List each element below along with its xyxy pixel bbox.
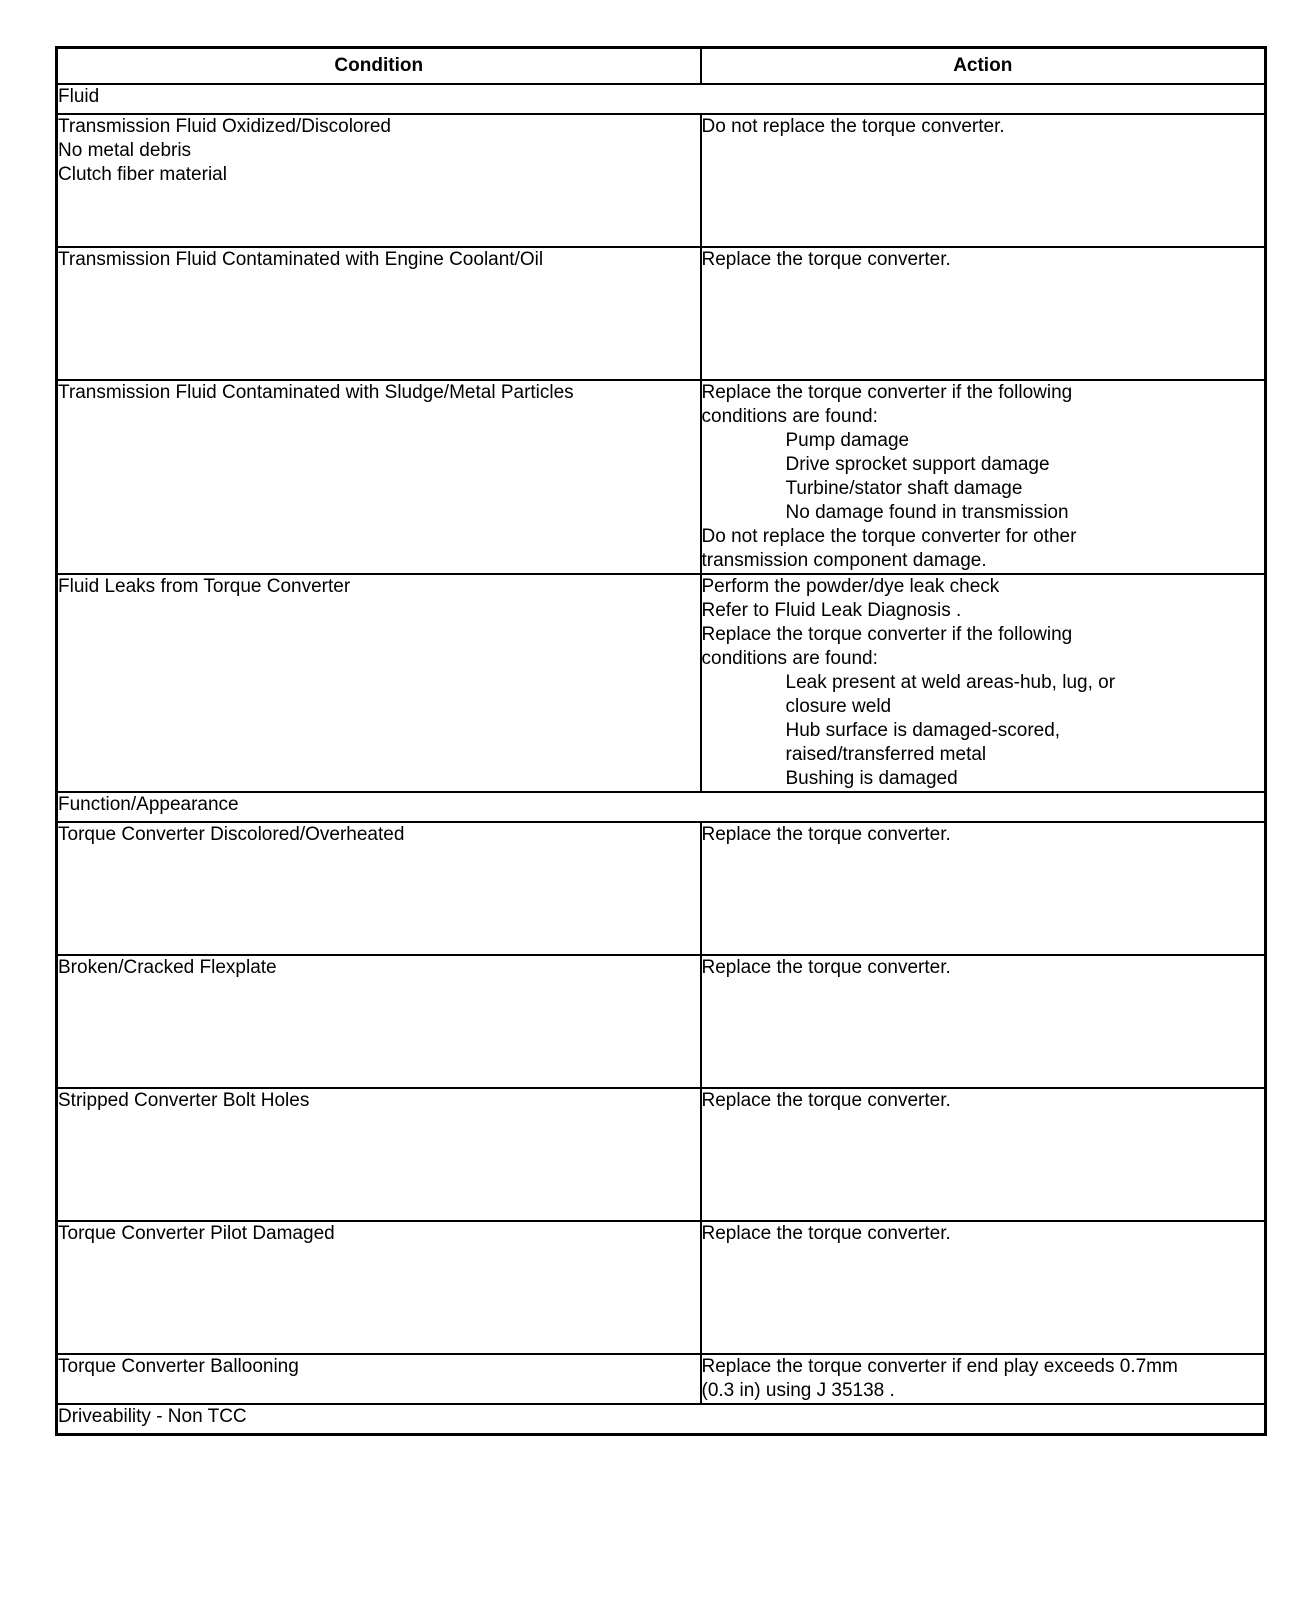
action-text: Replace the torque converter. (701, 1090, 951, 1111)
section-row (57, 1404, 1266, 1435)
condition-cell (57, 955, 701, 1088)
action-item: closure weld (785, 696, 892, 717)
condition-text: Transmission Fluid Oxidized/Discolored (58, 116, 391, 137)
action-cell (701, 1354, 1266, 1404)
diagnosis-table (55, 46, 1267, 1436)
condition-cell (57, 114, 701, 247)
section-row (57, 792, 1266, 822)
condition-cell (57, 247, 701, 380)
table-row (57, 247, 1266, 380)
condition-header: Condition (57, 48, 701, 85)
action-text: Replace the torque converter if end play exceeds 0.7mm (701, 1356, 1178, 1377)
action-text: Do not replace the torque converter for other (701, 526, 1077, 547)
section-row (57, 84, 1266, 114)
action-item: Bushing is damaged (785, 768, 958, 789)
table-row (57, 822, 1266, 955)
condition-text: Torque Converter Ballooning (58, 1356, 299, 1377)
action-cell (701, 1221, 1266, 1354)
condition-text: Stripped Converter Bolt Holes (58, 1090, 310, 1111)
condition-text: Fluid Leaks from Torque Converter (58, 576, 351, 597)
action-cell (701, 822, 1266, 955)
condition-cell (57, 380, 701, 574)
action-text: Replace the torque converter. (701, 824, 951, 845)
header-row (57, 48, 1266, 85)
condition-cell (57, 1354, 701, 1404)
condition-cell (57, 822, 701, 955)
table-row (57, 114, 1266, 247)
table-row (57, 1088, 1266, 1221)
action-cell (701, 955, 1266, 1088)
table-row (57, 1354, 1266, 1404)
action-item: Pump damage (785, 430, 910, 451)
action-cell (701, 380, 1266, 574)
table-row (57, 574, 1266, 792)
condition-cell (57, 1221, 701, 1354)
action-text: Do not replace the torque converter. (701, 116, 1005, 137)
table-row (57, 380, 1266, 574)
condition-text: Torque Converter Discolored/Overheated (58, 824, 405, 845)
action-text: Replace the torque converter if the following (701, 624, 1073, 645)
action-cell (701, 247, 1266, 380)
condition-cell (57, 1088, 701, 1221)
action-item: Hub surface is damaged-scored, (785, 720, 1061, 741)
action-text: Replace the torque converter. (701, 249, 951, 270)
condition-text: Clutch fiber material (58, 164, 227, 185)
action-cell (701, 114, 1266, 247)
action-text: conditions are found: (701, 406, 878, 427)
action-text: Replace the torque converter. (701, 1223, 951, 1244)
condition-text: No metal debris (58, 140, 192, 161)
action-item: Drive sprocket support damage (785, 454, 1050, 475)
action-item: Turbine/stator shaft damage (785, 478, 1023, 499)
section-function-appearance: Function/Appearance (57, 792, 1266, 822)
action-text: Refer to Fluid Leak Diagnosis . (701, 600, 962, 621)
section-fluid: Fluid (57, 84, 1266, 114)
action-cell (701, 574, 1266, 792)
action-cell (701, 1088, 1266, 1221)
table-row (57, 955, 1266, 1088)
condition-text: Broken/Cracked Flexplate (58, 957, 277, 978)
action-item: Leak present at weld areas-hub, lug, or (785, 672, 1116, 693)
action-item: No damage found in transmission (785, 502, 1069, 523)
action-text: Replace the torque converter. (701, 957, 951, 978)
condition-text: Torque Converter Pilot Damaged (58, 1223, 335, 1244)
condition-text: Transmission Fluid Contaminated with Engine Coolant/Oil (58, 249, 544, 270)
table-row (57, 1221, 1266, 1354)
condition-text: Transmission Fluid Contaminated with Sludge/Metal Particles (58, 382, 574, 403)
section-driveability: Driveability - Non TCC (57, 1404, 1266, 1435)
action-text: conditions are found: (701, 648, 878, 669)
action-text: transmission component damage. (701, 550, 987, 571)
action-text: (0.3 in) using J 35138 . (701, 1380, 895, 1401)
action-header: Action (701, 48, 1266, 85)
action-text: Perform the powder/dye leak check (701, 576, 1000, 597)
action-text: Replace the torque converter if the following (701, 382, 1073, 403)
condition-cell (57, 574, 701, 792)
action-item: raised/transferred metal (785, 744, 987, 765)
